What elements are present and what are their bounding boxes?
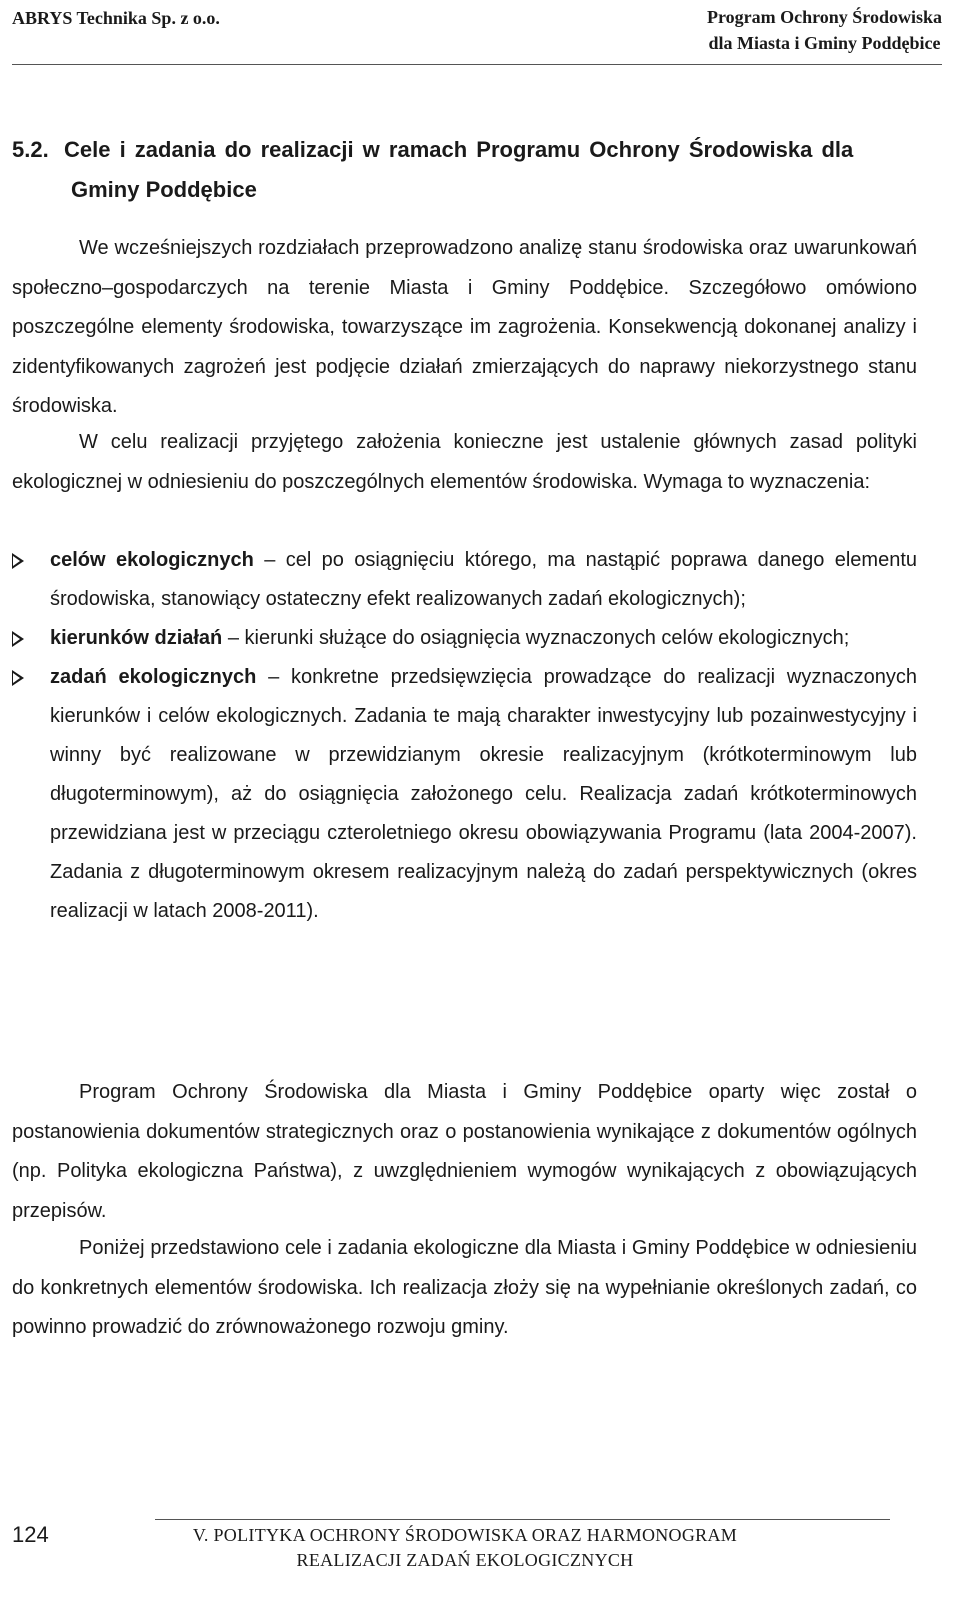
- closing-paragraph-1: Program Ochrony Środowiska dla Miasta i Gminy Poddębice oparty więc został o postanowienia dokumentów strategicznych oraz o postanowienia wynikające z dokumentów ogólnych (np. Polityka ekologiczna Państwa), z uwzględnieniem wymogów wynikających z obowiązujących przepisów.: [12, 1081, 917, 1222]
- document-title-line2: dla Miasta i Gminy Poddębice: [708, 33, 941, 53]
- section-title-line2: Gminy Poddębice: [71, 177, 257, 202]
- arrow-bullet-icon: [12, 631, 24, 647]
- list-item-text: – konkretne przedsięwzięcia prowadzące do realizacji wyznaczonych kierunków i celów ekologicznych. Zadania te mają charakter inwestycyjny lub pozainwestycyjny i winny być realizowane w przewidzianym okresie realizacyjnym (krótkoterminowym lub długoterminowym), aż do osiągnięcia założonego celu. Realizacja zadań krótkoterminowych przewidziana jest w przeciągu czteroletniego okresu obowiązywania Programu (lata 2004-2007). Zadania z długoterminowym okresem realizacyjnym należą do zadań perspektywicznych (okres realizacji w latach 2008-2011).: [50, 666, 917, 922]
- list-item: [12, 658, 917, 931]
- section-title-line1: Cele i zadania do realizacji w ramach Programu Ochrony Środowiska dla: [64, 137, 854, 162]
- footer-divider: [155, 1519, 890, 1520]
- chapter-title-line2: REALIZACJI ZADAŃ EKOLOGICZNYCH: [296, 1550, 634, 1570]
- chapter-title-line1: V. POLITYKA OCHRONY ŚRODOWISKA ORAZ HARMONOGRAM: [192, 1525, 738, 1545]
- list-item: [12, 619, 917, 658]
- section-number: 5.2.: [12, 137, 49, 162]
- document-title: [707, 4, 942, 56]
- list-item-term: celów ekologicznych: [50, 549, 254, 571]
- objectives-list: [12, 541, 917, 931]
- company-name: ABRYS Technika Sp. z o.o.: [12, 8, 220, 28]
- arrow-bullet-icon: [12, 670, 24, 686]
- section-heading: [12, 130, 932, 210]
- list-item-text: – cel po osiągnięciu którego, ma nastąpić poprawa danego elementu środowiska, stanowiący ostateczny efekt realizowanych zadań ekologicznych);: [50, 549, 918, 610]
- arrow-bullet-icon: [12, 553, 24, 569]
- chapter-title: [155, 1523, 775, 1573]
- header-divider: [12, 64, 942, 65]
- list-item: [12, 541, 917, 619]
- requirements-paragraph: W celu realizacji przyjętego założenia konieczne jest ustalenie głównych zasad polityki ekologicznej w odniesieniu do poszczególnych elementów środowiska. Wymaga to wyznaczenia:: [12, 431, 917, 493]
- document-title-line1: Program Ochrony Środowiska: [706, 7, 942, 27]
- list-item-term: kierunków działań: [50, 627, 223, 649]
- intro-paragraph: We wcześniejszych rozdziałach przeprowadzono analizę stanu środowiska oraz uwarunkowań społeczno–gospodarczych na terenie Miasta i Gminy Poddębice. Szczegółowo omówiono poszczególne elementy środowiska, towarzyszące im zagrożenia. Konsekwencją dokonanej analizy i zidentyfikowanych zagrożeń jest podjęcie działań zmierzających do naprawy niekorzystnego stanu środowiska.: [12, 237, 917, 417]
- closing-paragraph-2: Poniżej przedstawiono cele i zadania ekologiczne dla Miasta i Gminy Poddębice w odniesieniu do konkretnych elementów środowiska. Ich realizacja złoży się na wypełnianie określonych zadań, co powinno prowadzić do zrównoważonego rozwoju gminy.: [12, 1237, 917, 1338]
- page-number: 124: [12, 1522, 49, 1547]
- list-item-term: zadań ekologicznych: [50, 666, 257, 688]
- list-item-text: – kierunki służące do osiągnięcia wyznaczonych celów ekologicznych;: [222, 627, 850, 649]
